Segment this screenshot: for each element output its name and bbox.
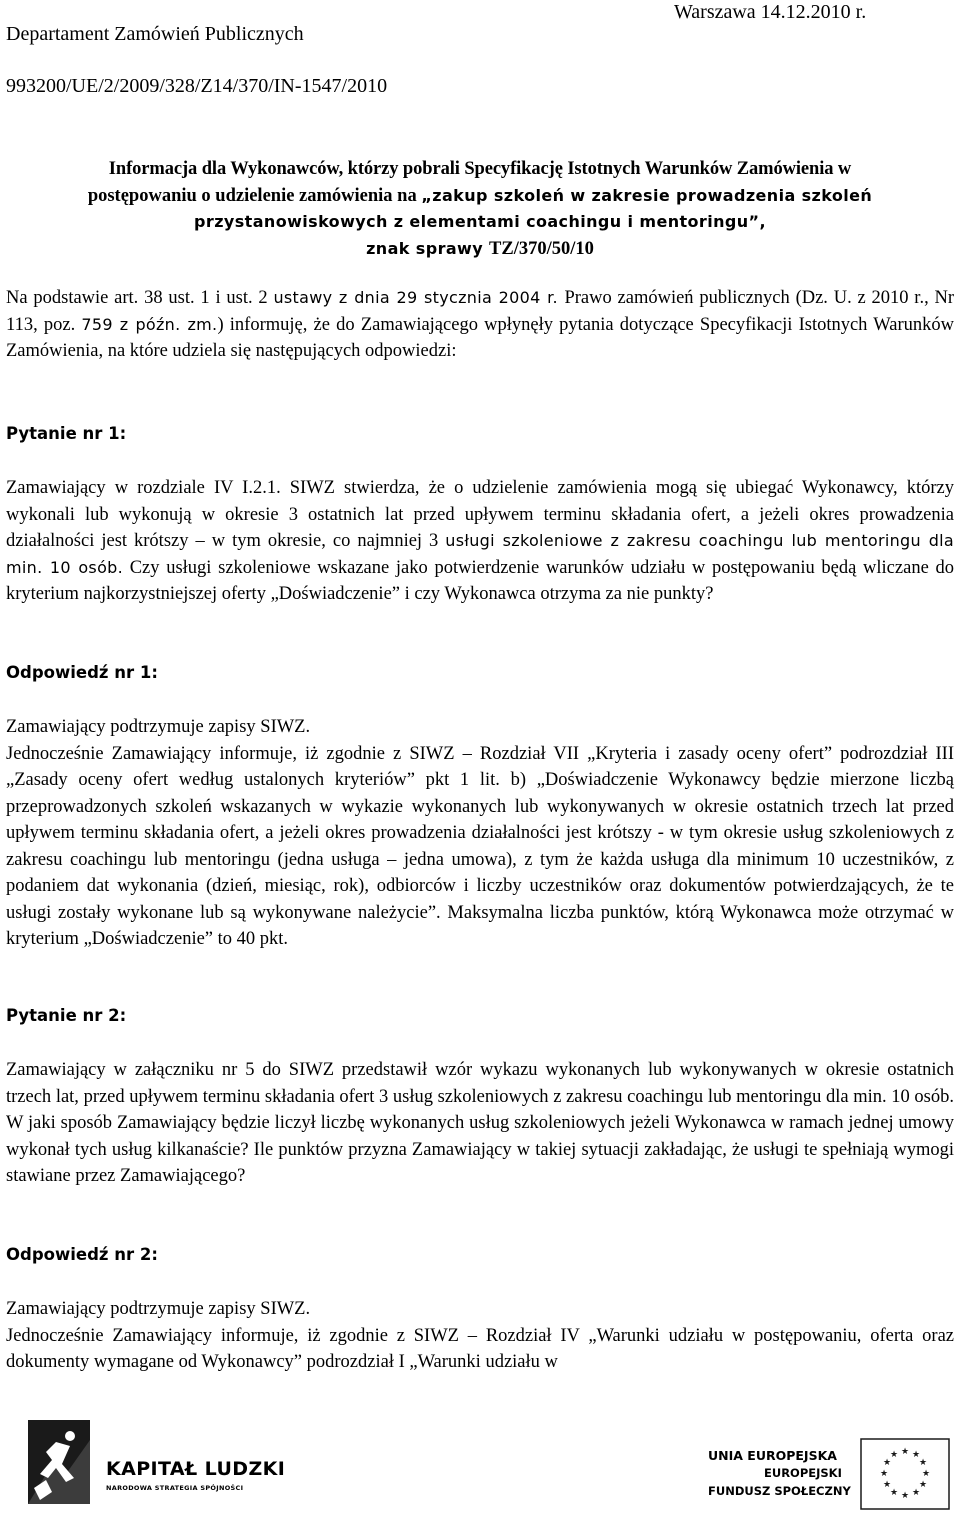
svg-text:★: ★ — [882, 1458, 892, 1468]
question-1-part-b: usługi szkoleniowe z zakresu coachingu lub mentoringu dla min. 10 osób. — [6, 531, 954, 577]
intro-part-5: ) informuję, że do Zamawiającego wpłynęły pytania dotyczące Specyfikacji Istotnych Warunków Zamówienia, na które udziela się następujących odpowiedzi: — [6, 314, 955, 361]
question-1-text — [6, 475, 954, 608]
title-line-2-a: postępowaniu o udzielenie zamówienia na — [87, 185, 422, 206]
title-line-4-a: znak sprawy — [366, 238, 490, 258]
svg-text:★: ★ — [879, 1469, 889, 1479]
kl-subtitle: NARODOWA STRATEGIA SPÓJNOŚCI — [106, 1484, 244, 1492]
question-2-text — [6, 1057, 954, 1190]
answer-1-line-1: Zamawiający podtrzymuje zapisy SIWZ. — [6, 717, 311, 737]
question-1-heading: Pytanie nr 1: — [6, 424, 127, 443]
answer-2-body: Jednocześnie Zamawiający informuje, iż zgodnie z SIWZ – Rozdział IV „Warunki udziału w postępowaniu, oferta oraz dokumenty wymagane od Wykonawcy” podrozdział I „Warunki udziału w — [6, 1325, 954, 1372]
svg-text:★: ★ — [921, 1469, 931, 1479]
answer-2-text — [6, 1296, 954, 1376]
document-date: Warszawa 14.12.2010 r. — [674, 1, 867, 23]
svg-text:★: ★ — [900, 1491, 910, 1501]
kapital-ludzki-logo — [26, 1418, 286, 1514]
svg-text:★: ★ — [889, 1488, 899, 1498]
department-name: Departament Zamówień Publicznych — [6, 23, 304, 45]
question-2-body: Zamawiający w załączniku nr 5 do SIWZ przedstawił wzór wykazu wykonanych lub wykonywanych w okresie ostatnich trzech lat, przed upływem terminu składania ofert 3 usług szkoleniowych z zakresu coachingu lub mentoringu dla min. 10 osób. W jaki sposób Zamawiający będzie liczył liczbę wykonanych usług szkoleniowych jeżeli Wykonawca w ramach jednej umowy wykonał tych usług kilkanaście? Ile punktów przyzna Zamawiający w takiej sytuacji zakładając, że usługi te spełniają wymogi stawiane przez Zamawiającego? — [6, 1060, 954, 1186]
title-line-2-b: „zakup szkoleń w zakresie prowadzenia szkoleń — [421, 185, 873, 205]
answer-2-line-1: Zamawiający podtrzymuje zapisy SIWZ. — [6, 1299, 311, 1319]
kapital-ludzki-emblem-icon — [26, 1418, 96, 1508]
svg-text:★: ★ — [882, 1480, 892, 1490]
answer-1-body: Jednocześnie Zamawiający informuje, iż zgodnie z SIWZ – Rozdział VII „Kryteria i zasady oceny ofert” podrozdział III „Zasady oceny ofert według ustalonych kryteriów” pkt 1 lit. b) „Doświadczenie Wykonawcy będzie mierzone liczbą przeprowadzonych szkoleń wskazanych w wykazie wykonanych lub wykonywanych w okresie ostatnich trzech lat przed upływem terminu składania ofert, a jeżeli okres prowadzenia działalności jest krótszy - w tym okresie usług szkoleniowych z zakresu coachingu lub mentoringu (jedna usługa – jedna umowa), z tym że każda usługa dla minimum 10 uczestników, z podaniem dat wykonania (dzień, miesiąc, rok), odbiorców i liczby uczestników oraz dokumentów potwierdzających, że te usługi zostały wykonane lub są wykonywane należycie”. Maksymalna liczba punktów, którą Wykonawca może otrzymać w kryterium „Doświadczenie” to 40 pkt. — [6, 743, 954, 949]
svg-text:★: ★ — [918, 1458, 928, 1468]
document-title — [6, 156, 954, 262]
answer-2-heading: Odpowiedź nr 2: — [6, 1245, 158, 1264]
eu-flag-icon — [860, 1438, 950, 1510]
answer-1-heading: Odpowiedź nr 1: — [6, 663, 158, 682]
reference-number: 993200/UE/2/2009/328/Z14/370/IN-1547/2010 — [6, 75, 388, 97]
intro-part-2: ustawy z dnia 29 stycznia 2004 r. — [273, 288, 565, 307]
question-1-part-a: Zamawiający w rozdziale IV I.2.1. SIWZ stwierdza, że o udzielenie zamówienia mogą się ubiegać Wykonawcy, którzy wykonali lub wykonują w okresie 3 ostatnich lat przed upływem terminu składania ofert, a jeżeli okres prowadzenia działalności jest krótszy – w tym okresie, co najmniej 3 — [6, 478, 954, 551]
title-line-4 — [6, 236, 954, 263]
svg-text:★: ★ — [911, 1488, 921, 1498]
svg-text:★: ★ — [918, 1480, 928, 1490]
case-number: TZ/370/50/10 — [489, 238, 594, 259]
svg-text:★: ★ — [889, 1450, 899, 1460]
footer-logos — [0, 1418, 960, 1517]
eu-line-3: FUNDUSZ SPOŁECZNY — [708, 1484, 851, 1498]
intro-part-4: 759 z późn. zm. — [81, 314, 218, 334]
answer-1-text — [6, 714, 954, 953]
eu-line-1: UNIA EUROPEJSKA — [708, 1448, 837, 1463]
intro-paragraph — [6, 285, 954, 365]
kl-title: KAPITAŁ LUDZKI — [106, 1458, 286, 1480]
eu-line-2: EUROPEJSKI — [764, 1466, 842, 1480]
svg-text:★: ★ — [900, 1447, 910, 1457]
title-line-3: przystanowiskowych z elementami coachingu i mentoringu”, — [194, 212, 766, 231]
intro-part-3: Prawo zamówień publicznych (Dz. U. z 2010 r., Nr 113, poz. — [6, 288, 955, 335]
question-1-part-c: Czy usługi szkoleniowe wskazane jako potwierdzenie warunków udziału w postępowaniu będą wliczane do kryterium najkorzystniejszej oferty „Doświadczenie” i czy Wykonawca otrzyma za nie punkty? — [6, 557, 954, 604]
title-line-2 — [6, 183, 954, 210]
intro-part-1: Na podstawie art. 38 ust. 1 i ust. 2 — [6, 288, 274, 308]
title-line-1: Informacja dla Wykonawców, którzy pobrali Specyfikację Istotnych Warunków Zamówienia w — [108, 159, 852, 179]
svg-text:★: ★ — [911, 1450, 921, 1460]
question-2-heading: Pytanie nr 2: — [6, 1006, 127, 1025]
